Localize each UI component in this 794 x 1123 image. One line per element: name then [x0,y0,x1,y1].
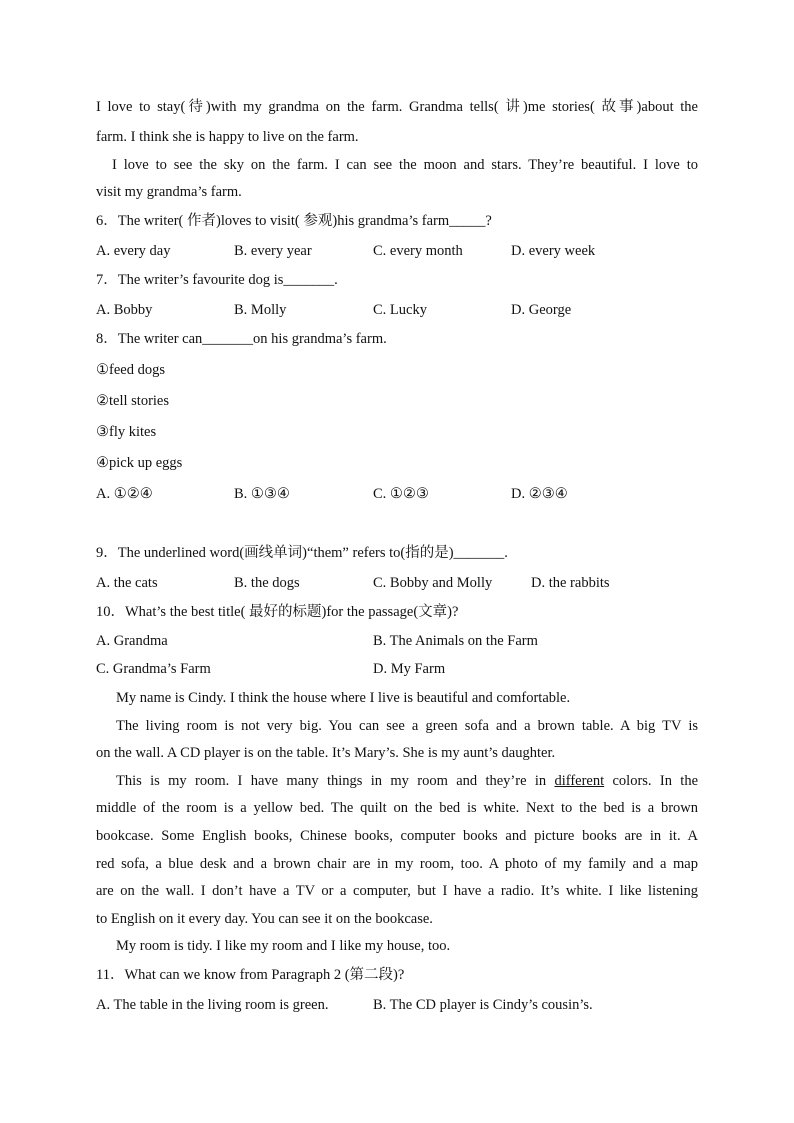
question-6-option-d[interactable]: D. every week [511,243,596,259]
question-11-option-a[interactable]: A. The table in the living room is green. [96,997,329,1013]
passage-line: middle of the room is a yellow bed. The quilt on the bed is white. Next to the bed is a brown [96,800,698,816]
question-10-option-d[interactable]: D. My Farm [373,661,446,677]
question-10-stem: 10．What’s the best title( 最好的标题)for the passage(文章)? [96,604,459,620]
passage-line: I love to see the sky on the farm. I can see the moon and stars. They’re beautiful. I love to [112,157,698,173]
question-11-stem: 11．What can we know from Paragraph 2 (第二段)? [96,967,405,983]
question-8-option-b[interactable]: B. ①③④ [234,486,290,502]
passage-line [116,771,698,791]
question-9-stem: 9．The underlined word(画线单词)“them” refers to(指的是)_______. [96,545,508,561]
question-8-item: ①feed dogs [96,362,165,378]
passage-line: farm. I think she is happy to live on the farm. [96,129,359,145]
question-7-option-d[interactable]: D. George [511,302,572,318]
question-9-option-d[interactable]: D. the rabbits [531,575,610,591]
question-7-stem: 7．The writer’s favourite dog is_______. [96,272,338,288]
question-7-option-b[interactable]: B. Molly [234,302,287,318]
passage-line: to English on it every day. You can see it on the bookcase. [96,911,433,927]
question-8-item: ④pick up eggs [96,455,183,471]
passage-line: are on the wall. I don’t have a TV or a computer, but I have a radio. It’s white. I like listening [96,883,698,899]
question-10-option-a[interactable]: A. Grandma [96,633,168,649]
question-11-option-b[interactable]: B. The CD player is Cindy’s cousin’s. [373,997,593,1013]
passage-text: This is my room. I have many things in my room and they’re in [116,773,547,789]
passage-line: The living room is not very big. You can see a green sofa and a brown table. A big TV is [116,718,698,734]
passage-paragraph-1: My name is Cindy. I think the house where I live is beautiful and comfortable. [116,690,571,706]
question-8-option-c[interactable]: C. ①②③ [373,486,429,502]
question-8-item: ③fly kites [96,424,157,440]
question-10-option-c[interactable]: C. Grandma’s Farm [96,661,211,677]
question-6-option-a[interactable]: A. every day [96,243,171,259]
question-8-item: ②tell stories [96,393,170,409]
passage-line: visit my grandma’s farm. [96,184,242,200]
passage-line: bookcase. Some English books, Chinese books, computer books and picture books are in it. A [96,828,698,844]
question-9-option-b[interactable]: B. the dogs [234,575,300,591]
question-9-option-c[interactable]: C. Bobby and Molly [373,575,493,591]
question-6-option-c[interactable]: C. every month [373,243,463,259]
passage-line: red sofa, a blue desk and a brown chair are in my room, too. A photo of my family and a map [96,856,698,872]
underlined-word: different [554,773,605,789]
passage-paragraph-4: My room is tidy. I like my room and I like my house, too. [116,938,451,954]
question-9-option-a[interactable]: A. the cats [96,575,158,591]
question-10-option-b[interactable]: B. The Animals on the Farm [373,633,538,649]
question-8-option-a[interactable]: A. ①②④ [96,486,153,502]
question-7-option-c[interactable]: C. Lucky [373,302,427,318]
question-8-stem: 8．The writer can_______on his grandma’s farm. [96,331,387,347]
question-6-option-b[interactable]: B. every year [234,243,312,259]
passage-line: on the wall. A CD player is on the table. It’s Mary’s. She is my aunt’s daughter. [96,745,556,761]
passage-line: I love to stay(待)with my grandma on the farm. Grandma tells( 讲)me stories( 故事)about the [96,99,698,115]
question-8-option-d[interactable]: D. ②③④ [511,486,568,502]
question-7-option-a[interactable]: A. Bobby [96,302,153,318]
question-6-stem: 6．The writer( 作者)loves to visit( 参观)his grandma’s farm_____? [96,213,492,229]
passage-text: colors. In the [612,773,699,789]
